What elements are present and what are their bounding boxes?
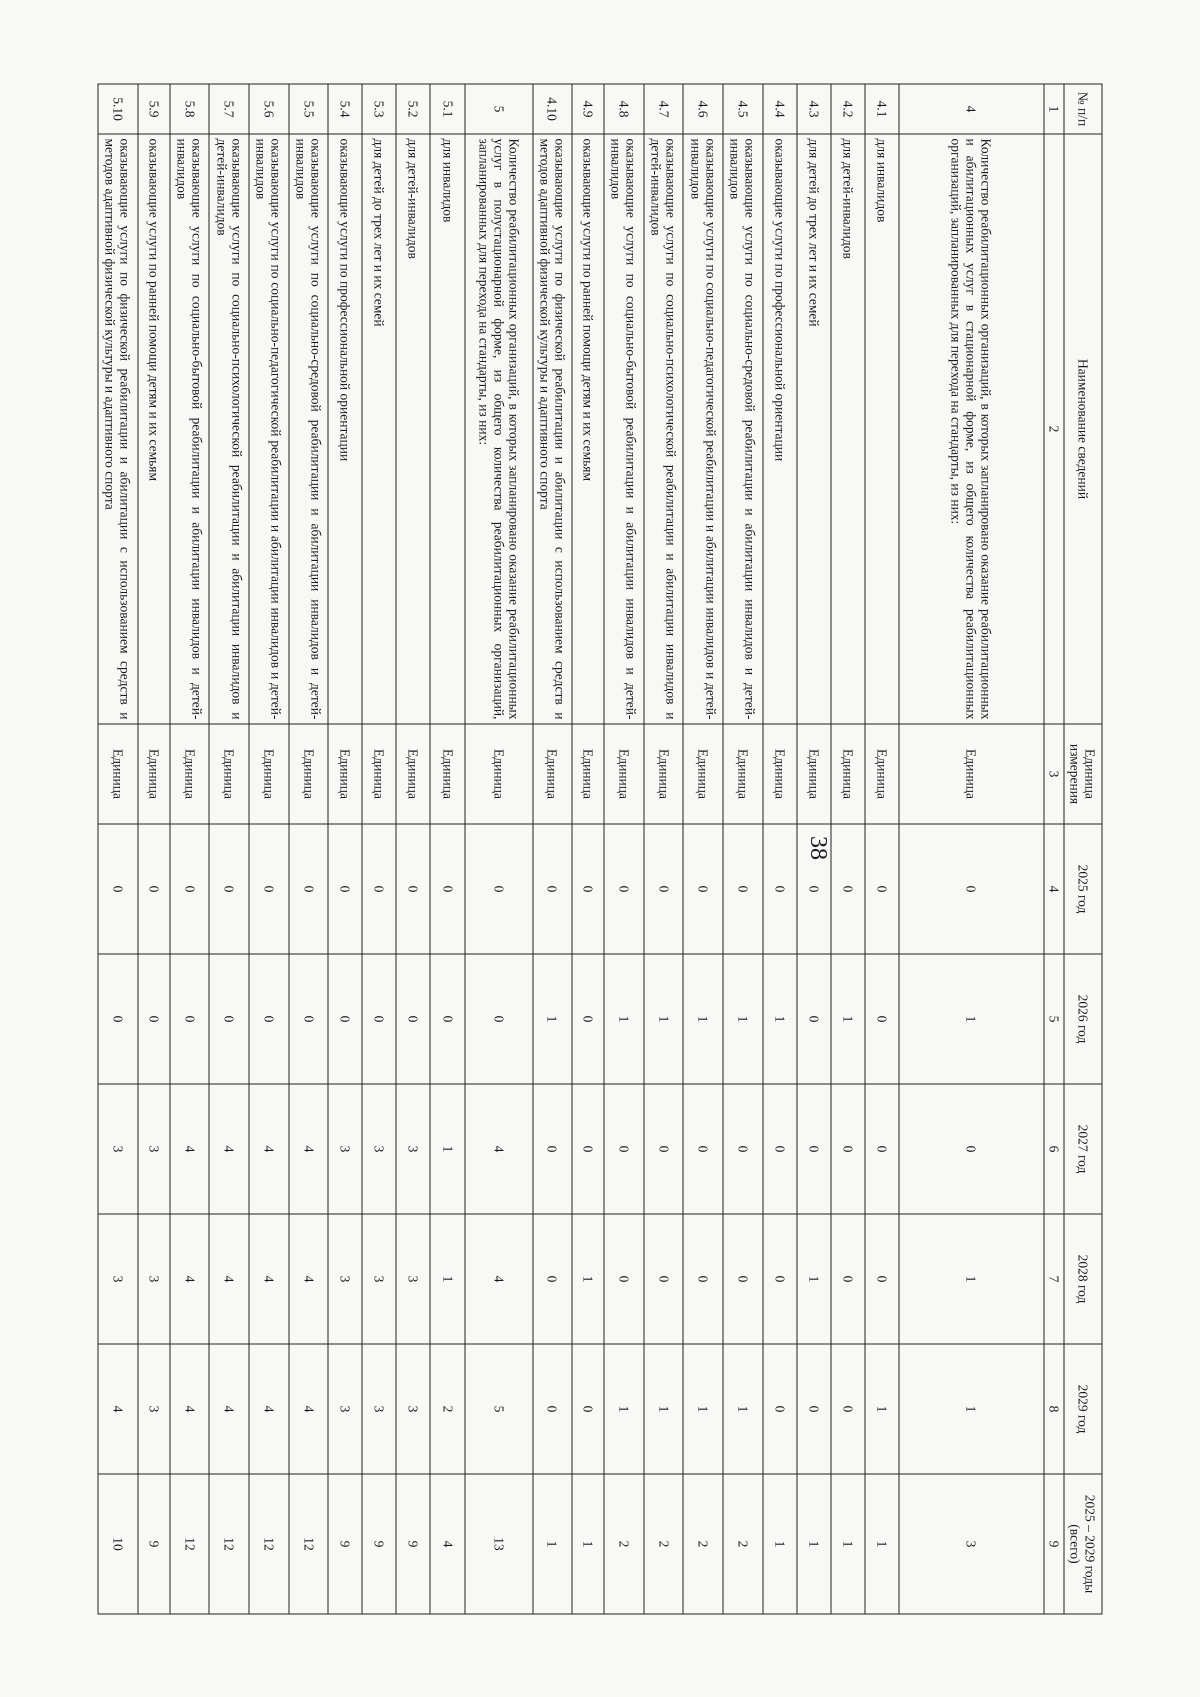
row-unit-cell: Единица [396, 724, 430, 824]
value-2025-cell: 0 [170, 824, 210, 954]
table-row [328, 84, 362, 1614]
value-2027-cell: 0 [572, 1084, 604, 1214]
table-row [533, 84, 573, 1614]
value-2026-cell: 0 [797, 954, 831, 1084]
value-2025-cell: 0 [431, 824, 465, 954]
value-2028-cell: 1 [431, 1214, 465, 1344]
value-2029-cell: 1 [644, 1344, 684, 1474]
value-2028-cell: 0 [865, 1214, 899, 1344]
value-2026-cell: 0 [465, 954, 533, 1084]
row-name-cell: для детей до трех лет и их семей [362, 134, 396, 724]
value-total-cell: 12 [209, 1474, 249, 1614]
column-index-cell: 9 [1044, 1474, 1064, 1614]
value-total-cell: 1 [797, 1474, 831, 1614]
value-2027-cell: 4 [289, 1084, 329, 1214]
row-name-cell: оказывающие услуги по профессиональной ориентации [328, 134, 362, 724]
value-2029-cell: 0 [572, 1344, 604, 1474]
row-unit-cell: Единица [604, 724, 644, 824]
value-2026-cell: 1 [533, 954, 573, 1084]
table-row [763, 84, 797, 1614]
header-2028: 2028 год [1064, 1214, 1102, 1344]
value-2025-cell: 0 [362, 824, 396, 954]
value-2029-cell: 3 [328, 1344, 362, 1474]
table-row [465, 84, 533, 1614]
row-unit-cell: Единица [533, 724, 573, 824]
value-total-cell: 1 [572, 1474, 604, 1614]
row-name-cell: для детей-инвалидов [831, 134, 865, 724]
value-2025-cell: 0 [138, 824, 170, 954]
value-2027-cell: 4 [170, 1084, 210, 1214]
header-row [1064, 84, 1102, 1614]
table-row [683, 84, 723, 1614]
value-2027-cell: 3 [138, 1084, 170, 1214]
column-index-cell: 8 [1044, 1344, 1064, 1474]
value-2028-cell: 1 [797, 1214, 831, 1344]
table-row [289, 84, 329, 1614]
table-row [644, 84, 684, 1614]
value-2029-cell: 0 [763, 1344, 797, 1474]
row-name-cell: оказывающие услуги по социально-средовой реабилитации и абилитации инвалидов и детей-инвалидов [289, 134, 329, 724]
row-name-cell: для инвалидов [431, 134, 465, 724]
value-2026-cell: 0 [209, 954, 249, 1084]
value-2025-cell: 0 [644, 824, 684, 954]
header-total: 2025 – 2029 годы (всего) [1064, 1474, 1102, 1614]
value-total-cell: 10 [98, 1474, 138, 1614]
value-2029-cell: 4 [289, 1344, 329, 1474]
value-2028-cell: 3 [138, 1214, 170, 1344]
value-2027-cell: 0 [533, 1084, 573, 1214]
header-2029: 2029 год [1064, 1344, 1102, 1474]
value-total-cell: 9 [362, 1474, 396, 1614]
value-2028-cell: 4 [170, 1214, 210, 1344]
value-2026-cell: 1 [899, 954, 1044, 1084]
row-number-cell: 5.10 [98, 84, 138, 134]
value-2027-cell: 1 [431, 1084, 465, 1214]
value-2027-cell: 3 [328, 1084, 362, 1214]
value-2028-cell: 4 [249, 1214, 289, 1344]
value-2027-cell: 0 [644, 1084, 684, 1214]
column-index-cell: 2 [1044, 134, 1064, 724]
value-2026-cell: 0 [98, 954, 138, 1084]
row-number-cell: 4 [899, 84, 1044, 134]
value-total-cell: 1 [831, 1474, 865, 1614]
table-row [899, 84, 1044, 1614]
value-2029-cell: 2 [431, 1344, 465, 1474]
value-2029-cell: 3 [138, 1344, 170, 1474]
value-2029-cell: 1 [604, 1344, 644, 1474]
value-2027-cell: 3 [362, 1084, 396, 1214]
row-number-cell: 4.10 [533, 84, 573, 134]
row-unit-cell: Единица [572, 724, 604, 824]
value-total-cell: 12 [249, 1474, 289, 1614]
table-row [170, 84, 210, 1614]
table-row [362, 84, 396, 1614]
row-unit-cell: Единица [362, 724, 396, 824]
header-num: № п/п [1064, 84, 1102, 134]
row-unit-cell: Единица [465, 724, 533, 824]
table-row [572, 84, 604, 1614]
value-2028-cell: 0 [533, 1214, 573, 1344]
value-2029-cell: 5 [465, 1344, 533, 1474]
value-2025-cell: 0 [865, 824, 899, 954]
value-2028-cell: 1 [899, 1214, 1044, 1344]
row-name-cell: оказывающие услуги по социально-психологической реабилитации и абилитации инвалидов и детей-инвалидов [644, 134, 684, 724]
row-unit-cell: Единица [865, 724, 899, 824]
row-name-cell: оказывающие услуги по профессиональной ориентации [763, 134, 797, 724]
row-unit-cell: Единица [328, 724, 362, 824]
value-2026-cell: 1 [763, 954, 797, 1084]
table-row [249, 84, 289, 1614]
value-total-cell: 13 [465, 1474, 533, 1614]
row-name-cell: для детей до трех лет и их семей [797, 134, 831, 724]
value-2025-cell: 0 [797, 824, 831, 954]
value-2027-cell: 4 [465, 1084, 533, 1214]
value-2027-cell: 4 [209, 1084, 249, 1214]
value-2026-cell: 0 [572, 954, 604, 1084]
value-2028-cell: 3 [98, 1214, 138, 1344]
row-number-cell: 4.4 [763, 84, 797, 134]
value-2025-cell: 0 [572, 824, 604, 954]
value-2026-cell: 1 [644, 954, 684, 1084]
value-2027-cell: 3 [98, 1084, 138, 1214]
row-name-cell: оказывающие услуги по ранней помощи детям и их семьям [138, 134, 170, 724]
value-2027-cell: 3 [396, 1084, 430, 1214]
value-total-cell: 9 [396, 1474, 430, 1614]
column-index-cell: 3 [1044, 724, 1064, 824]
value-2026-cell: 0 [396, 954, 430, 1084]
row-unit-cell: Единица [170, 724, 210, 824]
value-total-cell: 2 [683, 1474, 723, 1614]
column-index-cell: 5 [1044, 954, 1064, 1084]
row-name-cell: оказывающие услуги по физической реабилитации и абилитации с использованием средств и методов адаптивной физической культуры и адаптивного спорта [98, 134, 138, 724]
value-2028-cell: 4 [209, 1214, 249, 1344]
row-name-cell: оказывающие услуги по социально-бытовой реабилитации и абилитации инвалидов и детей-инвалидов [170, 134, 210, 724]
row-number-cell: 5.8 [170, 84, 210, 134]
value-2029-cell: 0 [533, 1344, 573, 1474]
table-row [98, 84, 138, 1614]
row-name-cell: оказывающие услуги по социально-педагогической реабилитации и абилитации инвалидов и детей-инвалидов [683, 134, 723, 724]
value-2025-cell: 0 [289, 824, 329, 954]
value-2026-cell: 1 [831, 954, 865, 1084]
table-row [209, 84, 249, 1614]
table-row [865, 84, 899, 1614]
row-number-cell: 4.2 [831, 84, 865, 134]
value-2029-cell: 4 [249, 1344, 289, 1474]
value-2025-cell: 0 [328, 824, 362, 954]
table-row [831, 84, 865, 1614]
value-total-cell: 2 [644, 1474, 684, 1614]
value-2029-cell: 0 [831, 1344, 865, 1474]
row-name-cell: Количество реабилитационных организаций, в которых запланировано оказание реабилитационных услуг в полустационарной форме, из общего количества реабилитационных организаций, запланированных для перехода на стандарты, из них: [465, 134, 533, 724]
value-2026-cell: 1 [723, 954, 763, 1084]
indicators-table [98, 83, 1103, 1614]
value-2029-cell: 1 [683, 1344, 723, 1474]
value-total-cell: 9 [328, 1474, 362, 1614]
row-number-cell: 4.8 [604, 84, 644, 134]
value-2028-cell: 4 [289, 1214, 329, 1344]
value-2027-cell: 0 [604, 1084, 644, 1214]
value-total-cell: 2 [604, 1474, 644, 1614]
row-name-cell: оказывающие услуги по социально-педагогической реабилитации и абилитации инвалидов и детей-инвалидов [249, 134, 289, 724]
value-2027-cell: 0 [723, 1084, 763, 1214]
row-name-cell: оказывающие услуги по социально-бытовой реабилитации и абилитации инвалидов и детей-инвалидов [604, 134, 644, 724]
value-2028-cell: 0 [604, 1214, 644, 1344]
row-unit-cell: Единица [138, 724, 170, 824]
row-unit-cell: Единица [644, 724, 684, 824]
value-2029-cell: 4 [170, 1344, 210, 1474]
value-2025-cell: 0 [723, 824, 763, 954]
row-name-cell: оказывающие услуги по ранней помощи детям и их семьям [572, 134, 604, 724]
value-2025-cell: 0 [604, 824, 644, 954]
value-total-cell: 4 [431, 1474, 465, 1614]
value-2025-cell: 0 [533, 824, 573, 954]
column-index-cell: 7 [1044, 1214, 1064, 1344]
row-name-cell: оказывающие услуги по социально-психологической реабилитации и абилитации инвалидов и детей-инвалидов [209, 134, 249, 724]
row-unit-cell: Единица [209, 724, 249, 824]
value-total-cell: 12 [289, 1474, 329, 1614]
value-2027-cell: 0 [797, 1084, 831, 1214]
value-2026-cell: 0 [328, 954, 362, 1084]
value-total-cell: 9 [138, 1474, 170, 1614]
value-2025-cell: 0 [683, 824, 723, 954]
row-number-cell: 4.6 [683, 84, 723, 134]
value-2028-cell: 4 [465, 1214, 533, 1344]
value-2026-cell: 0 [865, 954, 899, 1084]
value-2026-cell: 0 [289, 954, 329, 1084]
value-2027-cell: 0 [831, 1084, 865, 1214]
value-2025-cell: 0 [209, 824, 249, 954]
header-2026: 2026 год [1064, 954, 1102, 1084]
value-2025-cell: 0 [899, 824, 1044, 954]
value-2029-cell: 1 [865, 1344, 899, 1474]
value-2028-cell: 3 [362, 1214, 396, 1344]
header-2027: 2027 год [1064, 1084, 1102, 1214]
value-total-cell: 1 [763, 1474, 797, 1614]
row-number-cell: 4.1 [865, 84, 899, 134]
document-table-container [98, 83, 1103, 1613]
row-unit-cell: Единица [831, 724, 865, 824]
value-2028-cell: 3 [328, 1214, 362, 1344]
value-2025-cell: 0 [465, 824, 533, 954]
row-name-cell: оказывающие услуги по социально-средовой реабилитации и абилитации инвалидов и детей-инвалидов [723, 134, 763, 724]
row-unit-cell: Единица [249, 724, 289, 824]
value-2028-cell: 0 [683, 1214, 723, 1344]
row-unit-cell: Единица [683, 724, 723, 824]
value-2025-cell: 0 [249, 824, 289, 954]
value-total-cell: 12 [170, 1474, 210, 1614]
column-index-cell: 4 [1044, 824, 1064, 954]
value-2029-cell: 1 [899, 1344, 1044, 1474]
value-2027-cell: 0 [763, 1084, 797, 1214]
row-number-cell: 4.5 [723, 84, 763, 134]
value-2025-cell: 0 [98, 824, 138, 954]
row-unit-cell: Единица [797, 724, 831, 824]
value-2026-cell: 1 [683, 954, 723, 1084]
value-2027-cell: 0 [865, 1084, 899, 1214]
value-2029-cell: 4 [98, 1344, 138, 1474]
table-row [396, 84, 430, 1614]
row-number-cell: 5.5 [289, 84, 329, 134]
value-2025-cell: 0 [831, 824, 865, 954]
value-2026-cell: 0 [431, 954, 465, 1084]
value-2029-cell: 0 [797, 1344, 831, 1474]
value-2027-cell: 0 [683, 1084, 723, 1214]
value-2029-cell: 1 [723, 1344, 763, 1474]
value-2028-cell: 1 [572, 1214, 604, 1344]
column-index-row [1044, 84, 1064, 1614]
row-unit-cell: Единица [289, 724, 329, 824]
column-index-cell: 6 [1044, 1084, 1064, 1214]
table-row [723, 84, 763, 1614]
header-2025: 2025 год [1064, 824, 1102, 954]
table-row [431, 84, 465, 1614]
value-2028-cell: 0 [644, 1214, 684, 1344]
row-number-cell: 5.7 [209, 84, 249, 134]
row-unit-cell: Единица [431, 724, 465, 824]
value-2028-cell: 0 [723, 1214, 763, 1344]
value-2026-cell: 0 [362, 954, 396, 1084]
header-name: Наименование сведений [1064, 134, 1102, 724]
row-number-cell: 5.6 [249, 84, 289, 134]
value-2025-cell: 0 [763, 824, 797, 954]
value-2027-cell: 4 [249, 1084, 289, 1214]
value-2026-cell: 0 [249, 954, 289, 1084]
value-total-cell: 1 [533, 1474, 573, 1614]
value-2027-cell: 0 [899, 1084, 1044, 1214]
table-row [604, 84, 644, 1614]
column-index-cell: 1 [1044, 84, 1064, 134]
row-name-cell: Количество реабилитационных организаций, в которых запланировано оказание реабилитационных и абилитационных услуг в стационарной форме, из общего количества реабилитационных организаций, запланированных для перехода на стандарты, из них: [899, 134, 1044, 724]
value-2026-cell: 1 [604, 954, 644, 1084]
row-number-cell: 4.3 [797, 84, 831, 134]
header-unit: Единица измерения [1064, 724, 1102, 824]
row-number-cell: 5.9 [138, 84, 170, 134]
row-number-cell: 4.9 [572, 84, 604, 134]
row-number-cell: 5.2 [396, 84, 430, 134]
value-2029-cell: 3 [396, 1344, 430, 1474]
value-total-cell: 1 [865, 1474, 899, 1614]
value-total-cell: 2 [723, 1474, 763, 1614]
value-total-cell: 3 [899, 1474, 1044, 1614]
row-name-cell: оказывающие услуги по физической реабилитации и абилитации с использованием средств и методов адаптивной физической культуры и адаптивного спорта [533, 134, 573, 724]
row-number-cell: 5.3 [362, 84, 396, 134]
row-unit-cell: Единица [899, 724, 1044, 824]
value-2028-cell: 0 [831, 1214, 865, 1344]
row-name-cell: для детей-инвалидов [396, 134, 430, 724]
row-number-cell: 4.7 [644, 84, 684, 134]
value-2025-cell: 0 [396, 824, 430, 954]
row-number-cell: 5 [465, 84, 533, 134]
row-unit-cell: Единица [98, 724, 138, 824]
value-2029-cell: 3 [362, 1344, 396, 1474]
table-row [138, 84, 170, 1614]
value-2028-cell: 0 [763, 1214, 797, 1344]
row-name-cell: для инвалидов [865, 134, 899, 724]
value-2029-cell: 4 [209, 1344, 249, 1474]
row-unit-cell: Единица [723, 724, 763, 824]
row-unit-cell: Единица [763, 724, 797, 824]
value-2026-cell: 0 [170, 954, 210, 1084]
value-2026-cell: 0 [138, 954, 170, 1084]
table-row [797, 84, 831, 1614]
row-number-cell: 5.1 [431, 84, 465, 134]
page-number: 38 [805, 836, 831, 860]
row-number-cell: 5.4 [328, 84, 362, 134]
value-2028-cell: 3 [396, 1214, 430, 1344]
